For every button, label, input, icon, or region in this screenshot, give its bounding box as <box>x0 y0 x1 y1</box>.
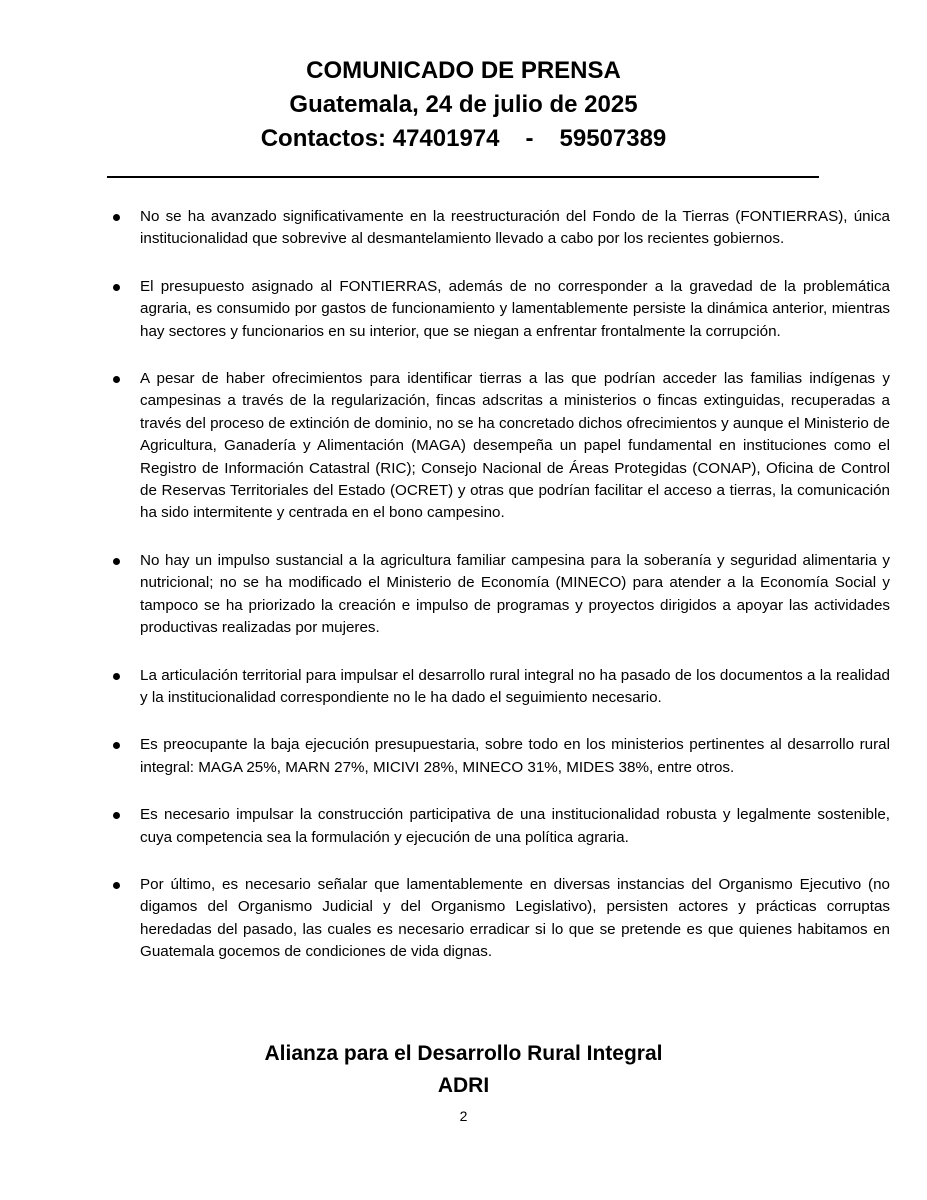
list-item-text: Es necesario impulsar la construcción participativa de una institucionalidad robusta y legalmente sostenible, cuya competencia sea la formulación y ejecución de una política agraria. <box>140 806 890 846</box>
list-item <box>110 665 890 710</box>
list-item-text: No hay un impulso sustancial a la agricultura familiar campesina para la soberanía y seguridad alimentaria y nutricional; no se ha modificado el Ministerio de Economía (MINECO) para atender a la Economía Social y tampoco se ha priorizado la creación e impulso de programas y proyectos dirigidos a apoyar las actividades productivas realizadas por mujeres. <box>140 551 890 637</box>
document-header <box>0 54 927 156</box>
organization-abbreviation: ADRI <box>437 1074 490 1097</box>
list-item-text: El presupuesto asignado al FONTIERRAS, además de no corresponder a la gravedad de la problemática agraria, es consumido por gastos de funcionamiento y lamentablemente persiste la dinámica anterior, mientras hay sectores y funcionarios en su interior, que se niegan a enfrentar frontalmente la corrupción. <box>140 277 890 340</box>
organization-name: Alianza para el Desarrollo Rural Integral <box>264 1042 663 1065</box>
contacts-separator: - <box>525 125 534 152</box>
contacts-line <box>0 122 927 156</box>
list-item-text: Por último, es necesario señalar que lamentablemente en diversas instancias del Organismo Ejecutivo (no digamos del Organismo Judicial y del Organismo Legislativo), persisten actores y prácticas corruptas heredadas del pasado, las cuales es necesario erradicar si lo que se pretende es que quienes habitamos en Guatemala gocemos de condiciones de vida dignas. <box>140 875 890 961</box>
list-item-text: Es preocupante la baja ejecución presupuestaria, sobre todo en los ministerios pertinentes al desarrollo rural integral: MAGA 25%, MARN 27%, MICIVI 28%, MINECO 31%, MIDES 38%, entre otros. <box>140 736 890 776</box>
bullet-icon <box>113 882 120 889</box>
list-item-text: No se ha avanzado significativamente en la reestructuración del Fondo de la Tierras (FONTIERRAS), única institucionalidad que sobrevive al desmantelamiento llevado a cabo por los recientes gobiernos. <box>140 208 890 248</box>
list-item <box>110 368 890 525</box>
list-item <box>110 206 890 251</box>
contacts-label: Contactos: 47401974 <box>260 125 500 152</box>
signature-block <box>0 1038 927 1102</box>
list-item-text: A pesar de haber ofrecimientos para identificar tierras a las que podrían acceder las familias indígenas y campesinas a través de la regularización, fincas adscritas a ministerios o fincas extinguidas, recuperadas a través del proceso de extinción de dominio, no se ha concretado dichos ofrecimientos y aunque el Ministerio de Agricultura, Ganadería y Alimentación (MAGA) desempeña un papel fundamental en instituciones como el Registro de Información Catastral (RIC); Consejo Nacional de Áreas Protegidas (CONAP), Oficina de Control de Reservas Territoriales del Estado (OCRET) y otras que podrían facilitar el acceso a tierras, la comunicación ha sido intermitente y centrada en el bono campesino. <box>140 370 890 522</box>
list-item <box>110 276 890 343</box>
list-item <box>110 734 890 779</box>
bullet-icon <box>113 673 120 680</box>
bullet-list <box>110 206 890 989</box>
place-and-date: Guatemala, 24 de julio de 2025 <box>289 91 638 118</box>
bullet-icon <box>113 558 120 565</box>
list-item <box>110 550 890 640</box>
list-item-text: La articulación territorial para impulsar el desarrollo rural integral no ha pasado de los documentos a la realidad y la institucionalidad correspondiente no le ha dado el seguimiento necesario. <box>140 666 890 706</box>
bullet-icon <box>113 284 120 291</box>
bullet-icon <box>113 812 120 819</box>
page-number: 2 <box>459 1108 468 1124</box>
document-title: COMUNICADO DE PRENSA <box>306 57 621 84</box>
contacts-second-number: 59507389 <box>559 125 667 152</box>
bullet-icon <box>113 742 120 749</box>
list-item <box>110 874 890 964</box>
list-item <box>110 804 890 849</box>
header-divider <box>107 176 819 178</box>
bullet-icon <box>113 214 120 221</box>
bullet-icon <box>113 376 120 383</box>
